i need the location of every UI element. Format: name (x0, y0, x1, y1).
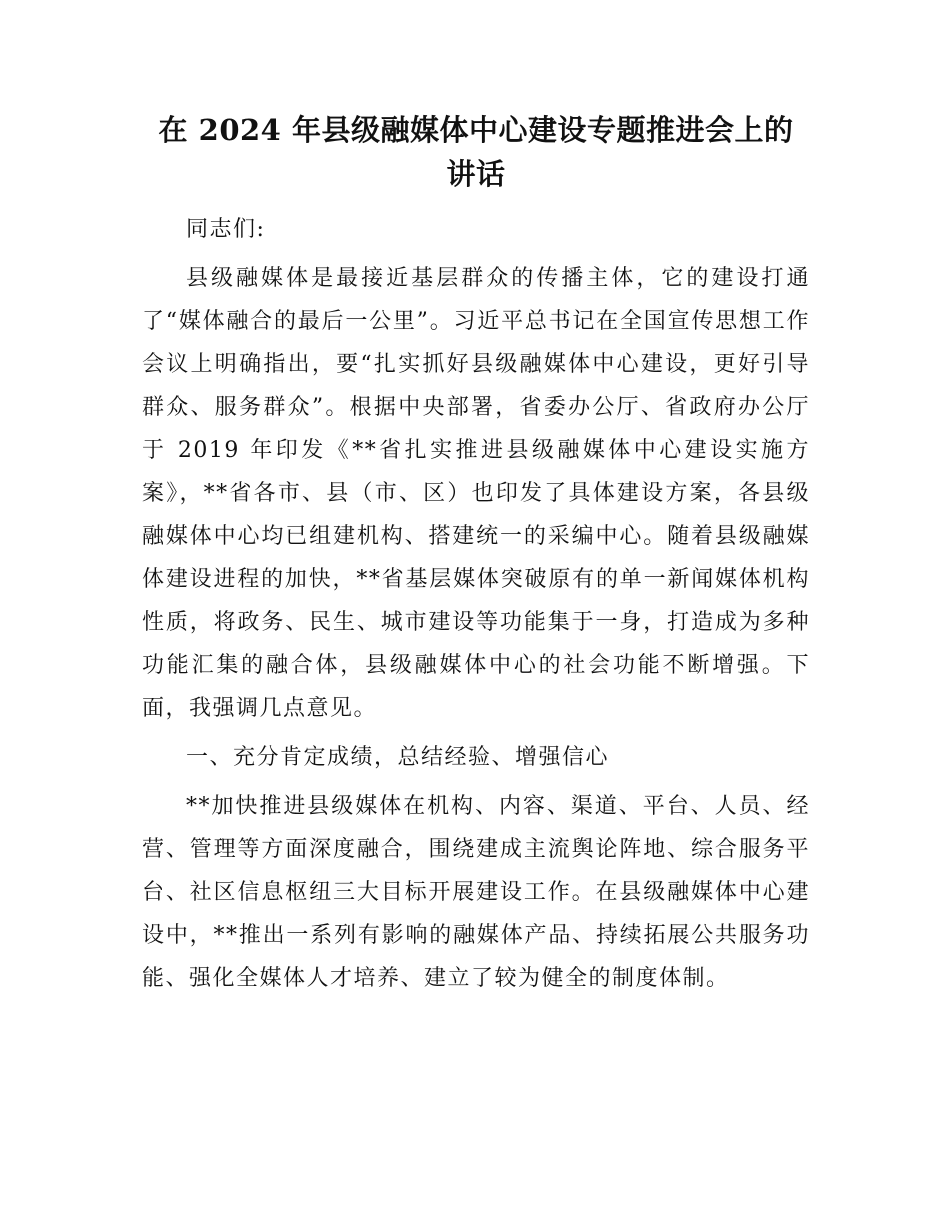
section-heading-1: 一、充分肯定成绩，总结经验、增强信心 (186, 745, 610, 770)
document-body (142, 108, 810, 1006)
title-line-1: 在 2024 年县级融媒体中心建设专题推进会上的 (158, 113, 794, 147)
paragraph-section-1: **加快推进县级媒体在机构、内容、渠道、平台、人员、经营、管理等方面深度融合，围绕建成主流舆论阵地、综合服务平台、社区信息枢纽三大目标开展建设工作。在县级融媒体中心建设中，**推出一系列有影响的融媒体产品、持续拓展公共服务功能、强化全媒体人才培养、建立了较为健全的制度体制。 (142, 794, 810, 991)
document-title (142, 108, 810, 196)
title-line-2: 讲话 (446, 157, 506, 191)
greeting: 同志们: (186, 217, 266, 242)
paragraph-intro: 县级融媒体是最接近基层群众的传播主体，它的建设打通了“媒体融合的最后一公里”。习近平总书记在全国宣传思想工作会议上明确指出，要“扎实抓好县级融媒体中心建设，更好引导群众、服务群众”。根据中央部署，省委办公厅、省政府办公厅于 2019 年印发《**省扎实推进县级融媒体中心建设实施方案》，**省各市、县（市、区）也印发了具体建设方案，各县级融媒体中心均已组建机构、搭建统一的采编中心。随着县级融媒体建设进程的加快，**省基层媒体突破原有的单一新闻媒体机构性质，将政务、民生、城市建设等功能集于一身，打造成为多种功能汇集的融合体，县级融媒体中心的社会功能不断增强。下面，我强调几点意见。 (142, 266, 810, 721)
